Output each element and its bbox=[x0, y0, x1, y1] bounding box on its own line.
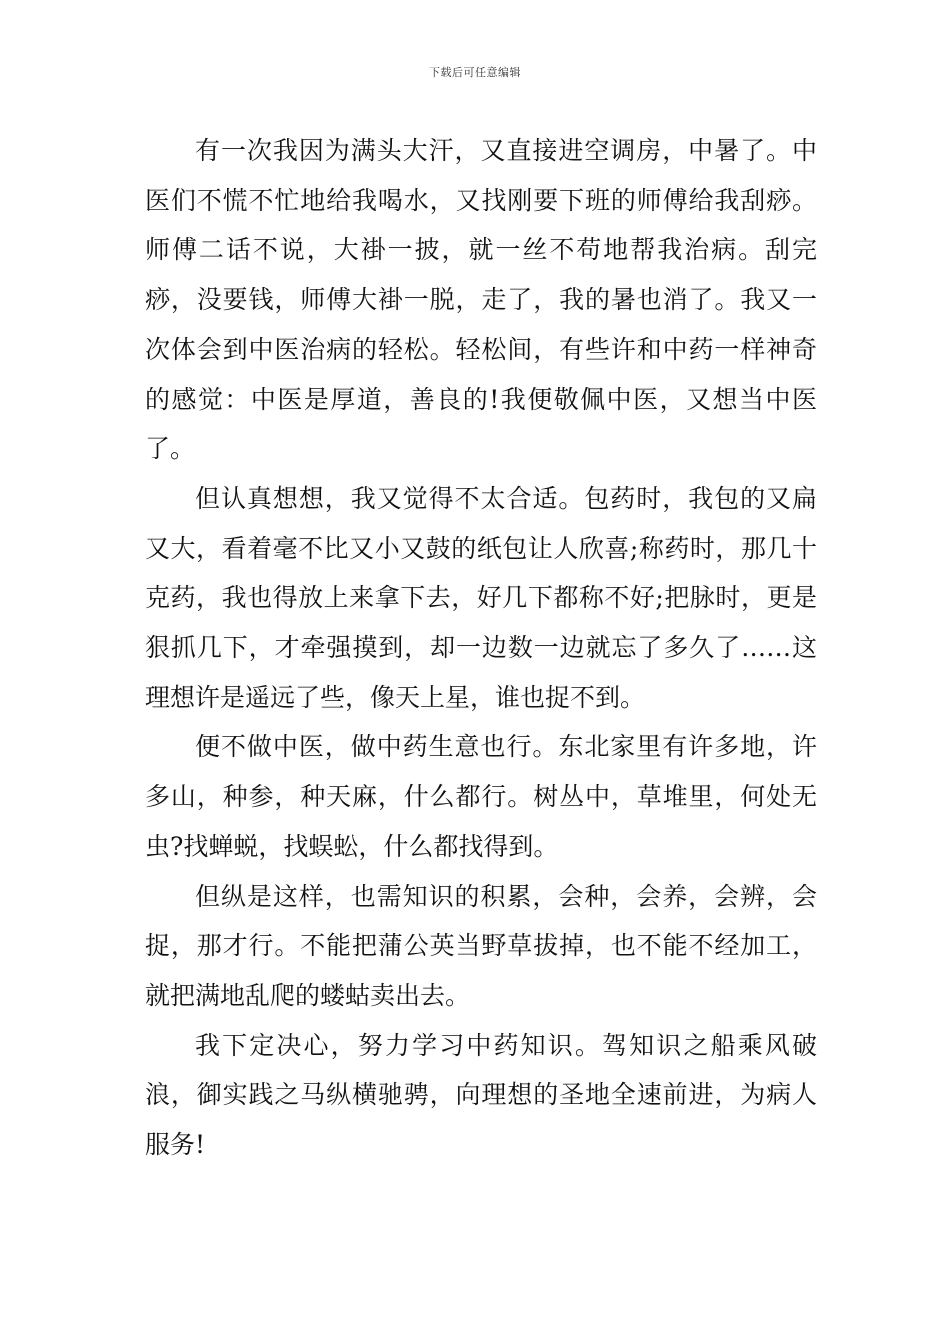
paragraph: 有一次我因为满头大汗，又直接进空调房，中暑了。中医们不慌不忙地给我喝水，又找刚要下班的师傅给我刮痧。师傅二话不说，大褂一披，就一丝不苟地帮我治病。刮完痧，没要钱，师傅大褂一脱，走了，我的暑也消了。我又一次体会到中医治病的轻松。轻松间，有些许和中药一样神奇的感觉：中医是厚道，善良的!我便敬佩中医，又想当中医了。 bbox=[145, 136, 817, 464]
essay-body bbox=[145, 126, 817, 1170]
paragraph: 但纵是这样，也需知识的积累，会种，会养，会辨，会捉，那才行。不能把蒲公英当野草拔掉，也不能不经加工，就把满地乱爬的蝼蛄卖出去。 bbox=[145, 881, 817, 1010]
paragraph: 但认真想想，我又觉得不太合适。包药时，我包的又扁又大，看着毫不比又小又鼓的纸包让人欣喜;称药时，那几十克药，我也得放上来拿下去，好几下都称不好;把脉时，更是狠抓几下，才牵强摸到，却一边数一边就忘了多久了……这理想许是遥远了些，像天上星，谁也捉不到。 bbox=[145, 483, 817, 712]
paragraph: 便不做中医，做中药生意也行。东北家里有许多地，许多山，种参，种天麻，什么都行。树丛中，草堆里，何处无虫?找蝉蜕，找蜈蚣，什么都找得到。 bbox=[145, 732, 817, 861]
paragraph: 我下定决心，努力学习中药知识。驾知识之船乘风破浪，御实践之马纵横驰骋，向理想的圣地全速前进，为病人服务! bbox=[145, 1030, 817, 1160]
page-header-note: 下载后可任意编辑 bbox=[429, 66, 521, 79]
